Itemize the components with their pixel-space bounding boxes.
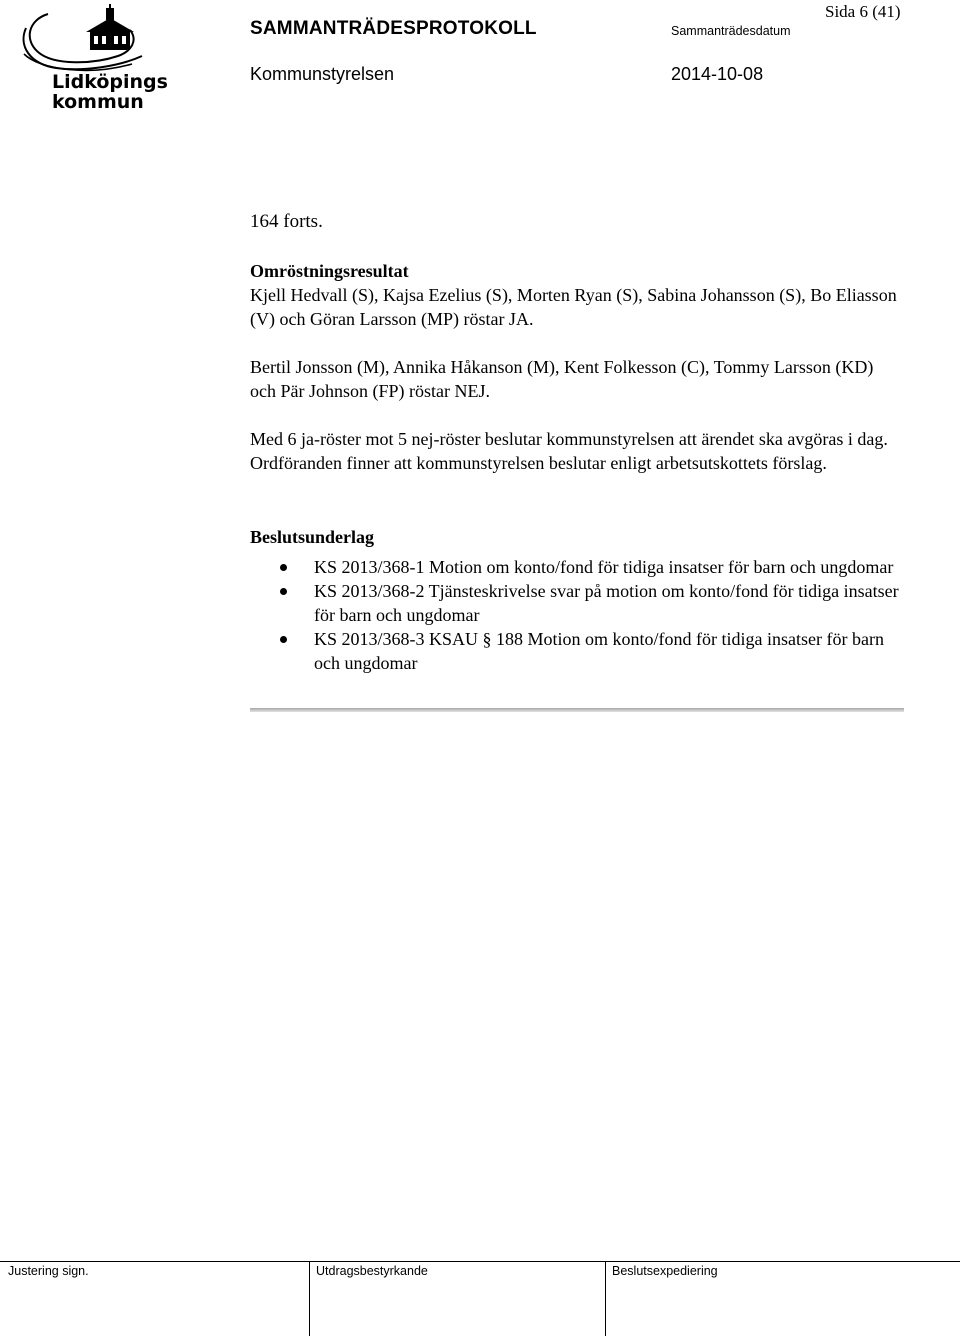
bullet-icon (280, 588, 287, 595)
meeting-date-label: Sammanträdesdatum (671, 24, 791, 38)
vote-result-heading: Omröstningsresultat (250, 261, 409, 281)
extract-certification-label: Utdragsbestyrkande (316, 1264, 428, 1278)
basis-document-list (250, 555, 900, 675)
adjustment-signature-label: Justering sign. (8, 1264, 89, 1278)
list-item (250, 555, 900, 579)
end-of-section-divider (250, 708, 904, 712)
bullet-icon (280, 564, 287, 571)
page-number: Sida 6 (41) (825, 2, 901, 21)
footer-divider (0, 1261, 960, 1262)
basis-heading: Beslutsunderlag (250, 527, 375, 547)
svg-text:Lidköpings: Lidköpings (52, 71, 168, 93)
section-continued-marker: 164 forts. (250, 211, 323, 232)
svg-text:kommun: kommun (52, 91, 144, 113)
no-votes-paragraph: Bertil Jonsson (M), Annika Håkanson (M), Kent Folkesson (C), Tommy Larsson (KD) och Pär Johnson (FP) röstar NEJ. (250, 357, 874, 401)
document-type-title: SAMMANTRÄDESPROTOKOLL (250, 18, 537, 39)
municipality-logo (20, 6, 168, 113)
bullet-icon (280, 636, 287, 643)
basis-document-text: KS 2013/368-1 Motion om konto/fond för tidiga insatser för barn och ungdomar (314, 557, 894, 577)
list-item (250, 579, 900, 627)
basis-document-text: KS 2013/368-2 Tjänsteskrivelse svar på motion om konto/fond för tidiga insatser för barn och ungdomar (314, 581, 899, 625)
organization-name: Kommunstyrelsen (250, 64, 395, 84)
footer-column-divider (309, 1261, 310, 1336)
list-item (250, 627, 900, 675)
meeting-date: 2014-10-08 (671, 64, 764, 84)
basis-document-text: KS 2013/368-3 KSAU § 188 Motion om konto/fond för tidiga insatser för barn och ungdomar (314, 629, 884, 673)
decision-paragraph: Med 6 ja-röster mot 5 nej-röster beslutar kommunstyrelsen att ärendet ska avgöras i dag. Ordföranden finner att kommunstyrelsen beslutar enligt arbetsutskottets förslag. (250, 429, 888, 473)
logo-emblem-icon (20, 6, 168, 113)
footer-column-divider (605, 1261, 606, 1336)
yes-votes-paragraph: Kjell Hedvall (S), Kajsa Ezelius (S), Morten Ryan (S), Sabina Johansson (S), Bo Eliasson (V) och Göran Larsson (MP) röstar JA. (250, 285, 897, 329)
decision-dispatch-label: Beslutsexpediering (612, 1264, 718, 1278)
